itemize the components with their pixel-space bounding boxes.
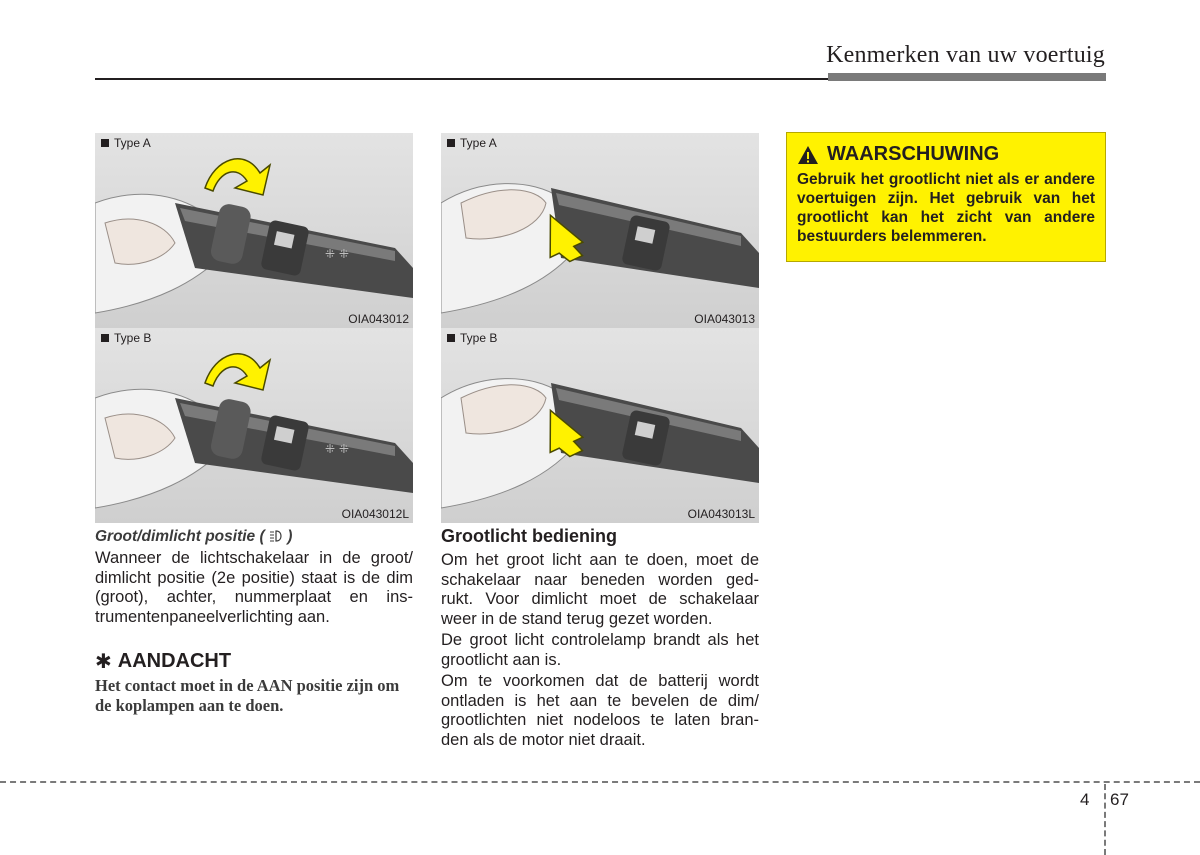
figure-type-a-rotate (95, 133, 413, 328)
figure-code: OIA043012 (348, 312, 409, 326)
asterisk-icon: ✱ (95, 651, 112, 673)
figure-code: OIA043013 (694, 312, 755, 326)
left-text-column (95, 528, 413, 715)
header-rule (95, 78, 828, 80)
figure-label: Type A (447, 136, 497, 150)
warning-text: Gebruik het grootlicht niet als er andere voertuigen zijn. Het gebruik van het grootlicht kan het zicht van andere bestuurders belemmeren. (797, 171, 1095, 245)
square-bullet-icon (447, 139, 455, 147)
figure-label: Type B (101, 331, 151, 345)
footer-vertical-divider (1104, 784, 1106, 855)
body-paragraph: Wanneer de lichtschakelaar in de groot/ dimlicht positie (2e positie) staat is de dim (groot), achter, nummerplaat en ins- trumentenpaneelverlichting aan. (95, 549, 413, 626)
figure-type-b-push (441, 328, 759, 523)
section-subheading: Groot/dimlicht positie ( ) (95, 528, 293, 545)
svg-text:⁜ ⁜: ⁜ ⁜ (325, 442, 349, 456)
body-paragraph: De groot licht controlelamp brandt als het grootlicht aan is. (441, 631, 759, 669)
square-bullet-icon (447, 334, 455, 342)
chapter-number: 4 (1080, 790, 1090, 809)
caution-text: Het contact moet in de AAN positie zijn om de koplampen aan te doen. (95, 676, 400, 715)
stalk-rotate-illustration (95, 328, 413, 523)
warning-box (786, 132, 1106, 262)
figure-code: OIA043012L (341, 507, 409, 521)
footer-divider (0, 781, 1200, 783)
warning-title: WAARSCHUWING (797, 143, 1095, 166)
figure-type-b-rotate (95, 328, 413, 523)
figure-label: Type A (101, 136, 151, 150)
section-heading: Grootlicht bediening (441, 526, 617, 546)
middle-text-column (441, 526, 759, 752)
page-header-title: Kenmerken van uw voertuig (826, 42, 1105, 68)
figure-code: OIA043013L (687, 507, 755, 521)
stalk-push-illustration (441, 328, 759, 523)
page-number: 67 (1110, 790, 1129, 809)
svg-text:⁜ ⁜: ⁜ ⁜ (325, 247, 349, 261)
header-rule-accent (828, 73, 1106, 81)
figure-type-a-push (441, 133, 759, 328)
body-paragraph: Om het groot licht aan te doen, moet de schakelaar naar beneden worden ged- rukt. Voor dimlicht moet de schakelaar weer in de stand terug gezet worden. (441, 551, 759, 628)
stalk-push-illustration (441, 133, 759, 328)
square-bullet-icon (101, 334, 109, 342)
square-bullet-icon (101, 139, 109, 147)
headlight-icon (269, 529, 283, 543)
caution-heading: ✱ AANDACHT (95, 650, 232, 673)
figure-label: Type B (447, 331, 497, 345)
stalk-rotate-illustration (95, 133, 413, 328)
warning-triangle-icon (797, 145, 819, 165)
body-paragraph: Om te voorkomen dat de batterij wordt ontladen is het aan te bevelen de dim/ grootlichten niet nodeloos te laten bran- den als de motor niet draait. (441, 672, 759, 749)
